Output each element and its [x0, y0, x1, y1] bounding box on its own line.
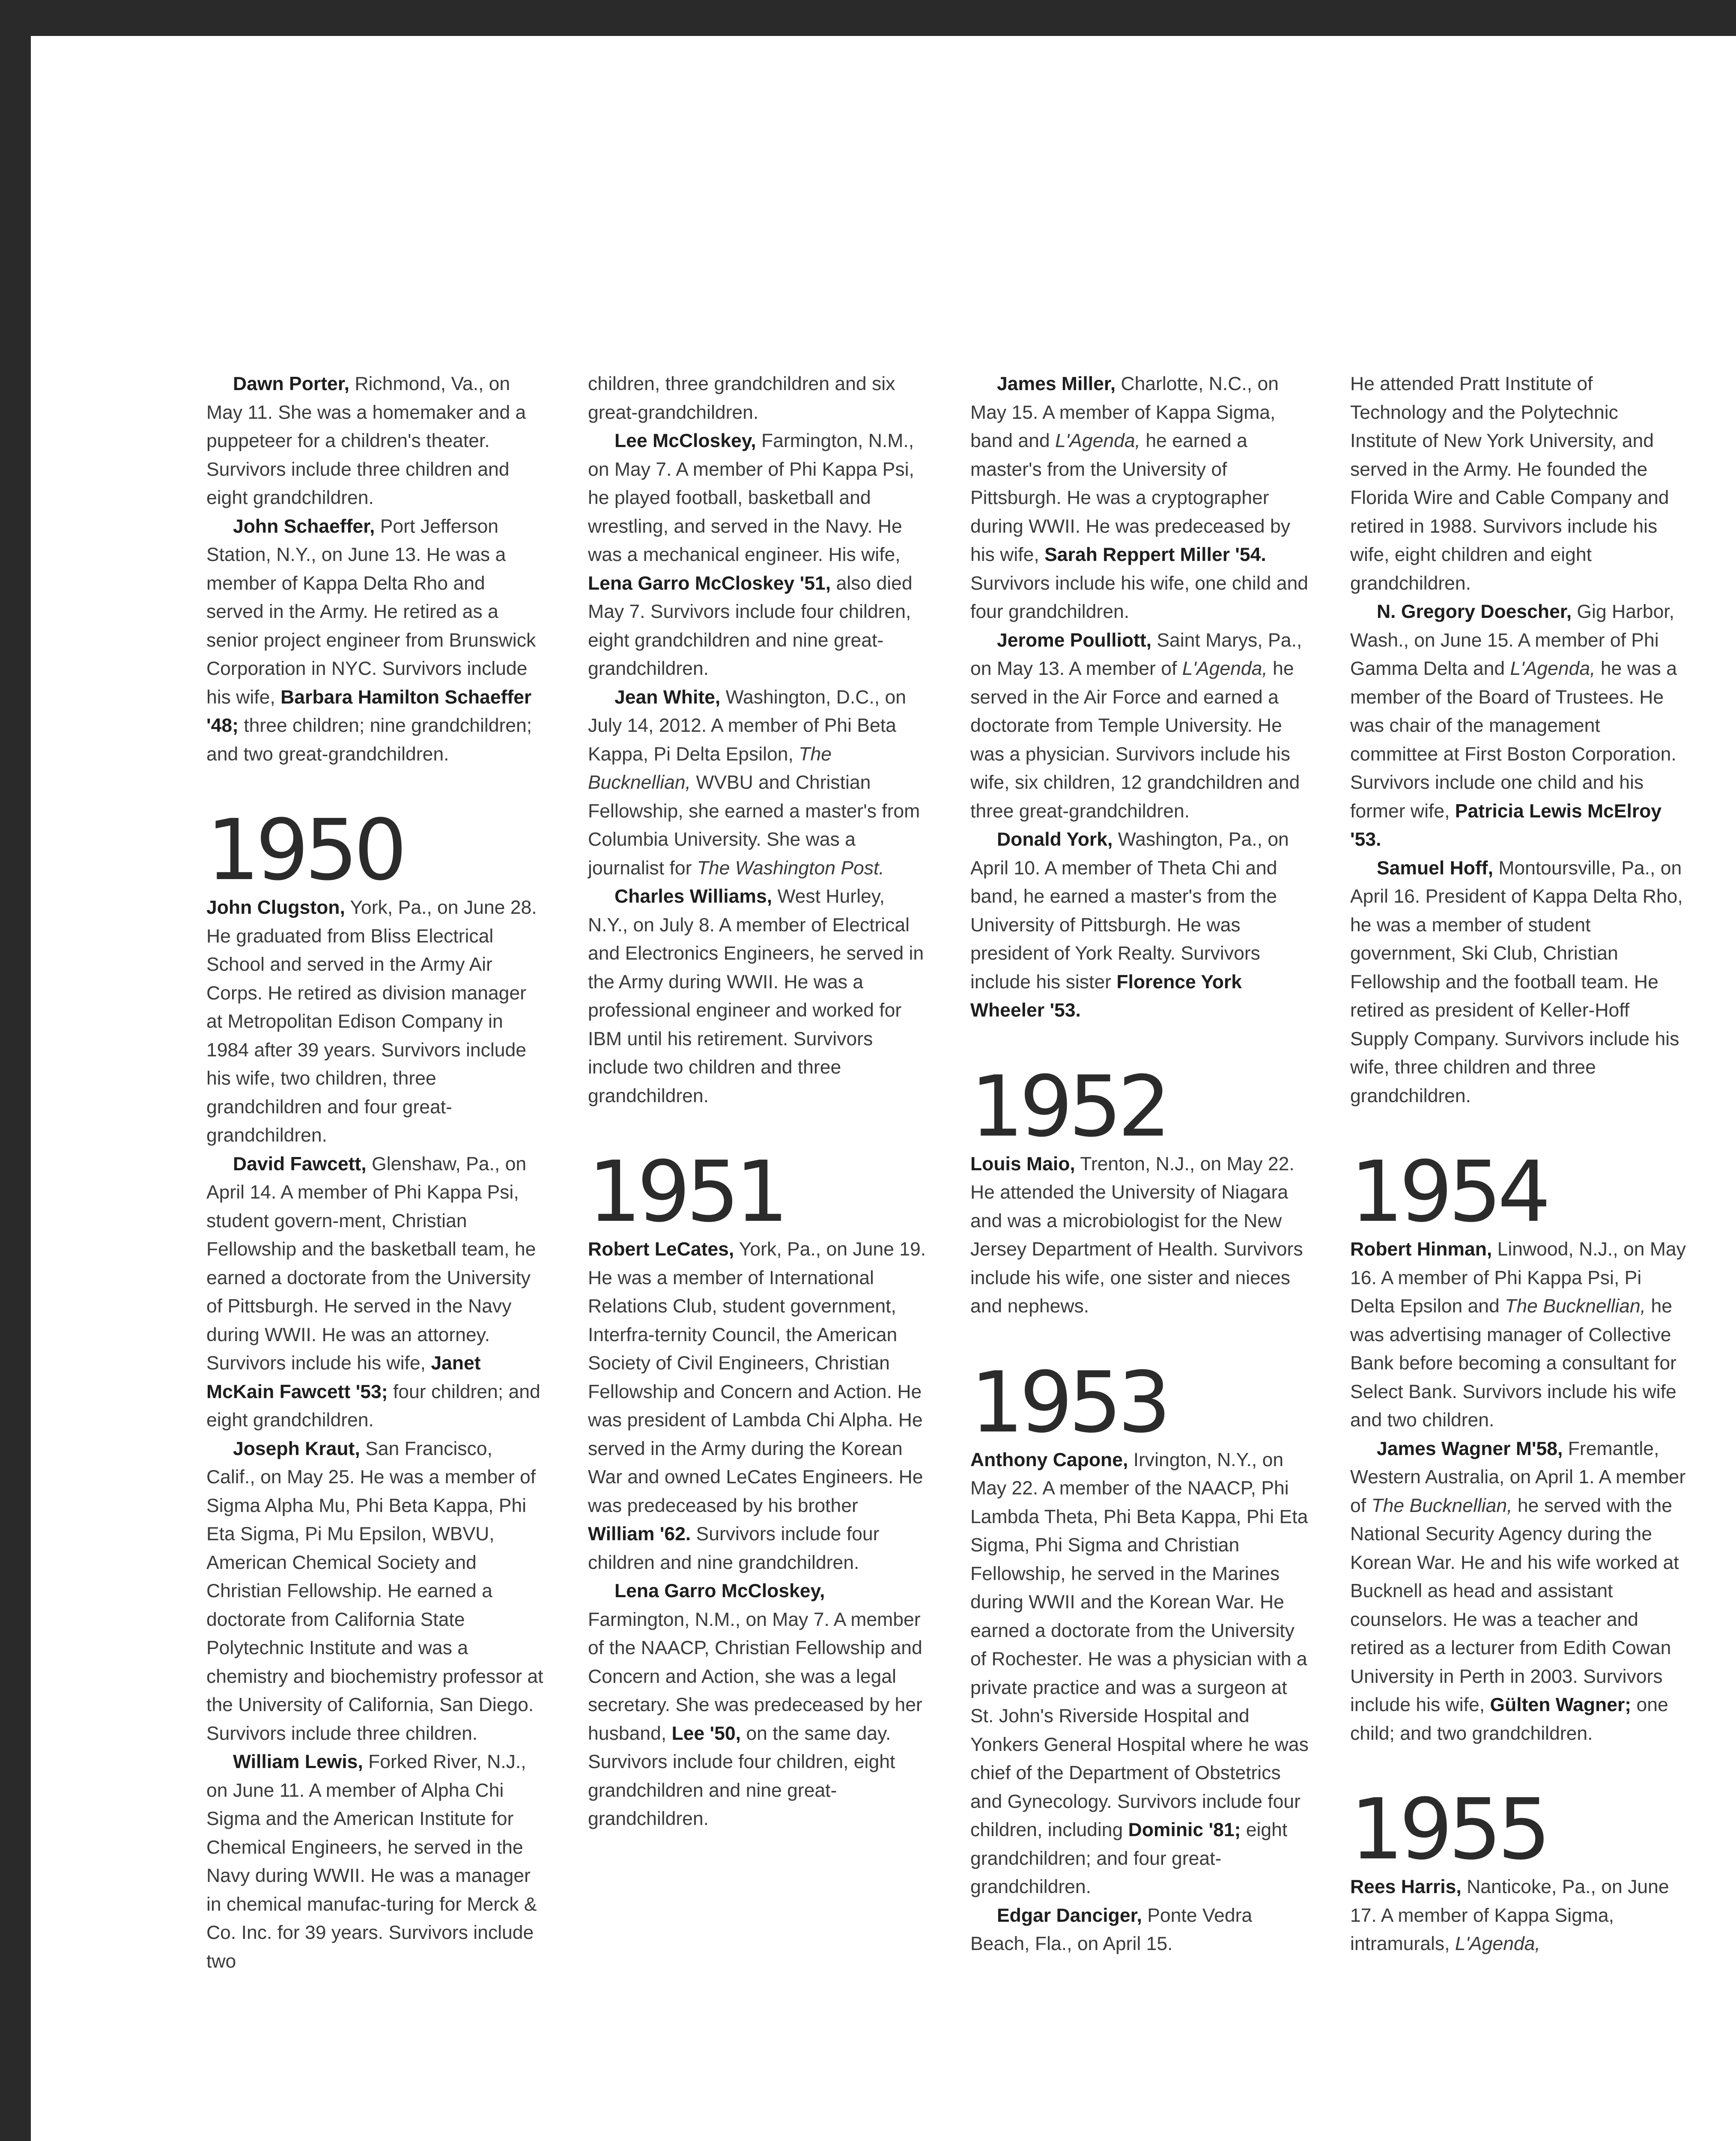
class-year-heading: 1955 — [1350, 1781, 1547, 1879]
obituary-danciger: Edgar Danciger, Ponte Vedra Beach, Fla., on April 15. — [970, 1905, 1253, 1954]
obituary-harris: Rees Harris, Nanticoke, Pa., on June 17. A member of Kappa Sigma, intramurals, L'Agenda, — [1350, 1876, 1669, 1954]
column-1 — [206, 370, 545, 1976]
magazine-page — [31, 36, 1736, 2141]
obituary-hinman: Robert Hinman, Linwood, N.J., on May 16. A member of Phi Kappa Psi, Pi Delta Epsilon and The Bucknellian, he was advertising manager of Collective Bank before becoming a consultant for Select Bank. Survivors include his wife and two children. — [1350, 1239, 1686, 1431]
obituary-danciger-continued: He attended Pratt Institute of Technology and the Polytechnic Institute of New York University, and served in the Army. He founded the Florida Wire and Cable Company and retired in 1988. Survivors include his wife, eight children and eight grandchildren. — [1350, 373, 1669, 594]
column-2 — [588, 370, 926, 1834]
obituary-fawcett: David Fawcett, Glenshaw, Pa., on April 14. A member of Phi Kappa Psi, student govern-ment, Christian Fellowship and the basketball team, he earned a doctorate from the University of Pittsburgh. He served in the Navy during WWII. He was an attorney. Survivors include his wife, Janet McKain Fawcett '53; four children; and eight grandchildren. — [206, 1153, 540, 1431]
obituary-capone: Anthony Capone, Irvington, N.Y., on May 22. A member of the NAACP, Phi Lambda Theta, Phi Beta Kappa, Phi Eta Sigma, Phi Sigma and Christian Fellowship, he served in the Marines during WWII and the Korean War. He earned a doctorate from the University of Rochester. He was a physician with a private practice and was a surgeon at St. John's Riverside Hospital and Yonkers General Hospital where he was chief of the Department of Obstetrics and Gynecology. Survivors include four children, including Dominic '81; eight grandchildren; and four great-grandchildren. — [970, 1449, 1309, 1897]
obituary-wagner: James Wagner M'58, Fremantle, Western Australia, on April 1. A member of The Bucknellian, he served with the National Security Agency during the Korean War. He and his wife worked at Bucknell as head and assistant counselors. He was a teacher and retired as a lecturer from Edith Cowan University in Perth in 2003. Survivors include his wife, Gülten Wagner; one child; and two grandchildren. — [1350, 1438, 1686, 1744]
obituary-lee-mccloskey: Lee McCloskey, Farmington, N.M., on May 7. A member of Phi Kappa Psi, he played football, basketball and wrestling, and served in the Navy. He was a mechanical engineer. His wife, Lena Garro McCloskey '51, also died May 7. Survivors include four children, eight grandchildren and nine great-grandchildren. — [588, 430, 914, 679]
obituary-lecates: Robert LeCates, York, Pa., on June 19. He was a member of International Relations Club, student government, Interfra-ternity Council, the American Society of Civil Engineers, Christian Fellowship and Concern and Action. He was president of Lambda Chi Alpha. He served in the Army during the Korean War and owned LeCates Engineers. He was predeceased by his brother William '62. Survivors include four children and nine grandchildren. — [588, 1239, 926, 1573]
class-year-heading: 1953 — [970, 1354, 1167, 1452]
class-year-heading: 1952 — [970, 1058, 1167, 1156]
obituary-kraut: Joseph Kraut, San Francisco, Calif., on May 25. He was a member of Sigma Alpha Mu, Phi Beta Kappa, Phi Eta Sigma, Pi Mu Epsilon, WBVU, American Chemical Society and Christian Fellowship. He earned a doctorate from California State Polytechnic Institute and was a chemistry and biochemistry professor at the University of California, San Diego. Survivors include three children. — [206, 1438, 543, 1744]
obituary-poulliott: Jerome Poulliott, Saint Marys, Pa., on May 13. A member of L'Agenda, he served in the Air Force and earned a doctorate from Temple University. He was a physician. Survivors include his wife, six children, 12 grandchildren and three great-grandchildren. — [970, 629, 1302, 822]
obituary-lewis: William Lewis, Forked River, N.J., on June 11. A member of Alpha Chi Sigma and the American Institute for Chemical Engineers, he served in the Navy during WWII. He was a manager in chemical manufac-turing for Merck & Co. Inc. for 39 years. Survivors include two — [206, 1751, 537, 1972]
class-year-heading: 1954 — [1350, 1143, 1547, 1241]
obituary-doescher: N. Gregory Doescher, Gig Harbor, Wash., on June 15. A member of Phi Gamma Delta and L'Agenda, he was a member of the Board of Trustees. He was chair of the management committee at First Boston Corporation. Survivors include one child and his former wife, Patricia Lewis McElroy '53. — [1350, 601, 1677, 850]
class-year-heading: 1951 — [588, 1143, 784, 1241]
obituary-white: Jean White, Washington, D.C., on July 14, 2012. A member of Phi Beta Kappa, Pi Delta Epsilon, The Bucknellian, WVBU and Christian Fellowship, she earned a master's from Columbia University. She was a journalist for The Washington Post. — [588, 686, 920, 879]
obituary-schaeffer: John Schaeffer, Port Jefferson Station, N.Y., on June 13. He was a member of Kappa Delta Rho and served in the Army. He retired as a senior project engineer from Brunswick Corporation in NYC. Survivors include his wife, Barbara Hamilton Schaeffer '48; three children; nine grandchildren; and two great-grandchildren. — [206, 516, 536, 765]
obituary-lena-mccloskey: Lena Garro McCloskey, Farmington, N.M., on May 7. A member of the NAACP, Christian Fellowship and Concern and Action, she was a legal secretary. She was predeceased by her husband, Lee '50, on the same day. Survivors include four children, eight grandchildren and nine great-grandchildren. — [588, 1580, 922, 1829]
column-3 — [970, 370, 1309, 1959]
obituary-hoff: Samuel Hoff, Montoursville, Pa., on April 16. President of Kappa Delta Rho, he was a member of student government, Ski Club, Christian Fellowship and the football team. He retired as president of Keller-Hoff Supply Company. Survivors include his wife, three children and three grandchildren. — [1350, 857, 1683, 1106]
obituary-clugston: John Clugston, York, Pa., on June 28. He graduated from Bliss Electrical School and served in the Army Air Corps. He retired as division manager at Metropolitan Edison Company in 1984 after 39 years. Survivors include his wife, two children, three grandchildren and four great-grandchildren. — [206, 897, 537, 1146]
column-4 — [1350, 370, 1688, 1959]
obituary-miller: James Miller, Charlotte, N.C., on May 15. A member of Kappa Sigma, band and L'Agenda, he earned a master's from the University of Pittsburgh. He was a cryptographer during WWII. He was predeceased by his wife, Sarah Reppert Miller '54. Survivors include his wife, one child and four grandchildren. — [970, 373, 1309, 622]
obituary-porter: Dawn Porter, Richmond, Va., on May 11. She was a homemaker and a puppeteer for a children's theater. Survivors include three children and eight grandchildren. — [206, 373, 526, 508]
obituary-maio: Louis Maio, Trenton, N.J., on May 22. He attended the University of Niagara and was a microbiologist for the New Jersey Department of Health. Survivors include his wife, one sister and nieces and nephews. — [970, 1153, 1303, 1317]
obituary-york: Donald York, Washington, Pa., on April 10. A member of Theta Chi and band, he earned a master's from the University of Pittsburgh. He was president of York Realty. Survivors include his sister Florence York Wheeler '53. — [970, 829, 1289, 1021]
class-year-heading: 1950 — [206, 802, 403, 899]
obituary-lewis-continued: children, three grandchildren and six great-grandchildren. — [588, 373, 895, 423]
obituary-williams: Charles Williams, West Hurley, N.Y., on July 8. A member of Electrical and Electronics Engineers, he served in the Army during WWII. He was a professional engineer and worked for IBM until his retirement. Survivors include two children and three grandchildren. — [588, 886, 924, 1106]
